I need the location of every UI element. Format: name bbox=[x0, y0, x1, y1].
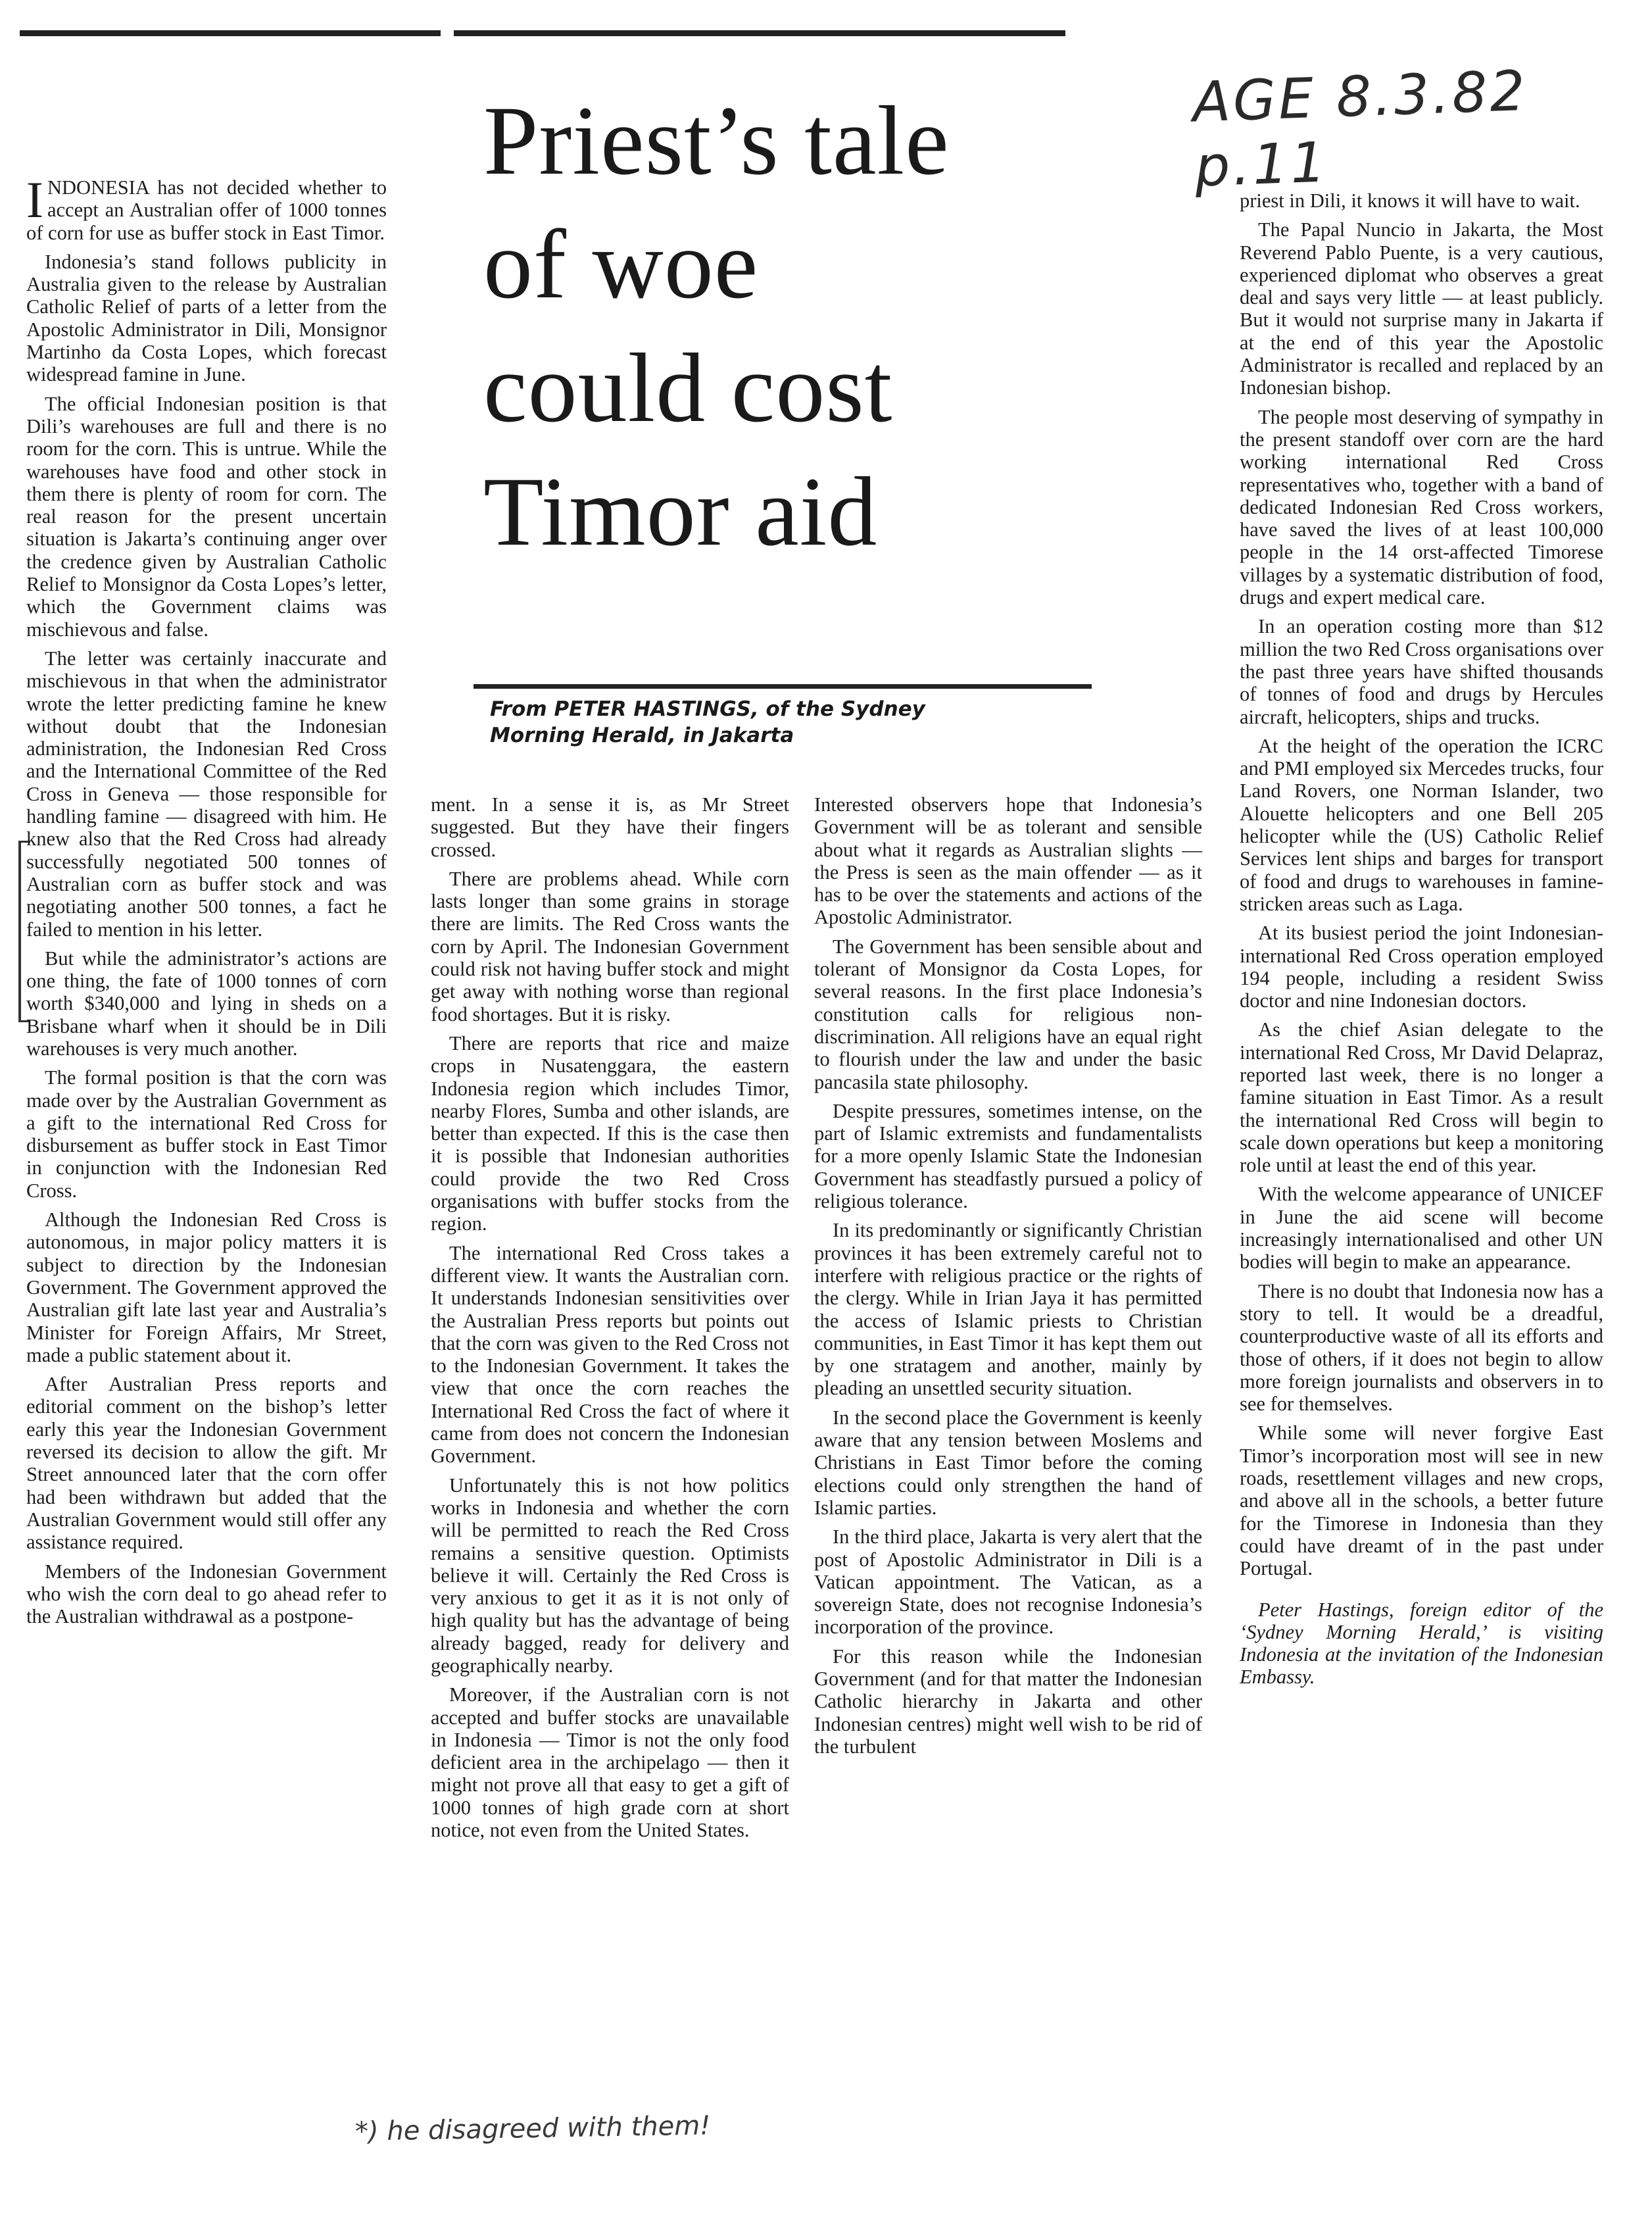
paragraph: The official Indonesian position is that Dili’s warehouses are full and there is no room for the corn. This is untrue. While the warehouses have food and other stock in them there is plenty of room for corn. The real reason for the present uncertain situation is Jakarta’s continuing anger over the credence given by Australian Catholic Relief to Monsignor da Costa Lopes’s letter, which the Government claims was mischievous and false. bbox=[26, 392, 387, 641]
paragraph: The international Red Cross takes a different view. It wants the Australian corn. It understands Indonesian sensitivities over the Australian Press reports but points out that the corn was given to the Red Cross not to the Indonesian Government. It takes the view that once the corn reaches the International Red Cross the fact of where it came from does not concern the Indonesian Government. bbox=[431, 1241, 789, 1468]
paragraph: INDONESIA has not decided whether to accept an Australian offer of 1000 tonnes of corn for use as buffer stock in East Timor. bbox=[26, 171, 387, 244]
paragraph: There are problems ahead. While corn lasts longer than some grains in storage there are limits. The Red Cross wants the corn by April. The Indonesian Government could risk not having buffer stock and might get away with nothing worse than regional food shortages. But it is risky. bbox=[431, 867, 789, 1026]
top-rule-left bbox=[20, 30, 441, 36]
headline-line-3: could cost bbox=[483, 334, 893, 443]
headline-line-4: Timor aid bbox=[483, 457, 878, 566]
paragraph: Interested observers hope that Indonesia’s Government will be as tolerant and sensible about what it regards as Australian slights — the Press is seen as the main offender — as it has to be over the statements and actions of the Apostolic Administrator. bbox=[814, 793, 1202, 929]
article-column-2 bbox=[431, 793, 789, 2043]
article-column-3 bbox=[814, 793, 1202, 2043]
paragraph: priest in Dili, it knows it will have to wait. bbox=[1240, 189, 1580, 212]
paragraph-underlined: The letter was certainly inaccurate and mischievous in that when the administrator wrote the letter predicting famine he knew without doubt that the Indonesian administration, the Indonesian Red Cross and the International Committee of the Red Cross in Geneva — those responsible for handling famine — disagreed with him. He knew also that the Red Cross had already successfully negotiated 500 tonnes of Australian corn as buffer stock and was negotiating another 500 tonnes, a fact he failed to mention in his letter. bbox=[26, 647, 387, 941]
paragraph: Unfortunately this is not how politics works in Indonesia and whether the corn will be permitted to reach the Red Cross remains a sensitive question. Optimists believe it will. Certainly the Red Cross is very anxious to get it as it is not only of high quality but has the advantage of being already bagged, ready for delivery and geographically nearby. bbox=[431, 1474, 789, 1677]
paragraph: Although the Indonesian Red Cross is autonomous, in major policy matters it is subject to direction by the Indonesian Government. The Government approved the Australian gift late last year and Australia’s Minister for Foreign Affairs, Mr Street, made a public statement about it. bbox=[26, 1208, 387, 1366]
paragraph: There is no doubt that Indonesia now has a story to tell. It would be a dreadful, counterproductive waste of all its efforts and those of others, if it does not begin to allow more foreign journalists and observers in to see for themselves. bbox=[1240, 1279, 1603, 1416]
headline-line-1: Priest’s tale bbox=[483, 86, 950, 195]
paragraph: ment. In a sense it is, as Mr Street suggested. But they have their fingers crossed. bbox=[431, 793, 789, 861]
paragraph: In the second place the Government is keenly aware that any tension between Moslems and Christians in East Timor before the coming elections could only strengthen the hand of Islamic parties. bbox=[814, 1406, 1202, 1519]
byline-rule bbox=[474, 684, 1092, 689]
paragraph: The Government has been sensible about and tolerant of Monsignor da Costa Lopes, for several reasons. In the first place Indonesia’s constitution calls for religious non-discrimination. All religions have an equal right to flourish under the law and under the basic pancasila state philosophy. bbox=[814, 935, 1202, 1093]
paragraph: Members of the Indonesian Government who wish the corn deal to go ahead refer to the Australian withdrawal as a postpone- bbox=[26, 1560, 387, 1628]
article-column-4 bbox=[1240, 189, 1603, 2097]
paragraph: But while the administrator’s actions are one thing, the fate of 1000 tonnes of corn worth $340,000 and lying in sheds on a Brisbane wharf when it should be in Dili warehouses is very much another. bbox=[26, 947, 387, 1060]
byline-line-2: Morning Herald, in Jakarta bbox=[490, 724, 794, 747]
author-credit: Peter Hastings, foreign editor of the ‘Sydney Morning Herald,’ is visiting Indonesia at the invitation of the Indonesian Embassy. bbox=[1240, 1598, 1603, 1689]
paragraph: At the height of the operation the ICRC and PMI employed six Mercedes trucks, four Land Rovers, one Norman Islander, two Alouette helicopters and one Bell 205 helicopter while the (US) Catholic Relief Services lent ships and barges for transport of food and drugs to warehouses in famine-stricken areas such as Laga. bbox=[1240, 734, 1603, 915]
paragraph: In an operation costing more than $12 million the two Red Cross organisations over the past three years have shifted thousands of tonnes of food and drugs by Hercules aircraft, helicopters, ships and trucks. bbox=[1240, 615, 1603, 728]
byline-line-1: From PETER HASTINGS, of the Sydney bbox=[490, 697, 925, 721]
paragraph: The formal position is that the corn was made over by the Australian Government as a gift to the international Red Cross for disbursement as buffer stock in East Timor in conjunction with the Indonesian Red Cross. bbox=[26, 1066, 387, 1202]
paragraph: With the welcome appearance of UNICEF in June the aid scene will become increasingly internationalised and other UN bodies will begin to make an appearance. bbox=[1240, 1183, 1603, 1274]
paragraph: After Australian Press reports and editorial comment on the bishop’s letter early this year the Indonesian Government reversed its decision to allow the gift. Mr Street announced later that the corn offer had been withdrawn but added that the Australian Government would still offer any assistance required. bbox=[26, 1373, 387, 1554]
headline bbox=[483, 79, 1062, 574]
paragraph: In its predominantly or significantly Christian provinces it has been extremely careful not to interfere with religious practice or the rights of the clergy. While in Irian Jaya it has permitted the access of Islamic priests to Christian communities, in East Timor it has kept them out by one stratagem and another, mainly by pleading an unsettled security situation. bbox=[814, 1219, 1202, 1400]
paragraph: While some will never forgive East Timor’s incorporation most will see in new roads, resettlement villages and new crops, and above all in the schools, a better future for the Timorese in Indonesia than they could have dreamt of in the past under Portugal. bbox=[1240, 1422, 1603, 1580]
paragraph: Moreover, if the Australian corn is not accepted and buffer stocks are unavailable in Indonesia — Timor is not the only food deficient area in the archipelago — then it might not prove all that easy to get a gift of 1000 tonnes of high grade corn at short notice, not even from the United States. bbox=[431, 1683, 789, 1842]
paragraph: Indonesia’s stand follows publicity in Australia given to the release by Australian Catholic Relief of parts of a letter from the Apostolic Administrator in Dili, Monsignor Martinho da Costa Lopes, which forecast widespread famine in June. bbox=[26, 250, 387, 386]
handwritten-footnote: *) he disagreed with them! bbox=[354, 2110, 711, 2147]
paragraph: The people most deserving of sympathy in the present standoff over corn are the hard working international Red Cross representatives who, together with a band of dedicated Indonesian Red Cross workers, have saved the lives of at least 100,000 people in the 14 orst-affected Timorese villages by a systematic distribution of food, drugs and expert medical care. bbox=[1240, 405, 1603, 609]
byline bbox=[490, 696, 1082, 749]
paragraph: There are reports that rice and maize crops in Nusatenggara, the eastern Indonesia region which includes Timor, nearby Flores, Sumba and other islands, are better than expected. If this is the case then it is possible that Indonesian authorities could provide the two Red Cross organisations with buffer stocks from the region. bbox=[431, 1031, 789, 1235]
paragraph-underlined: In the third place, Jakarta is very alert that the post of Apostolic Administrator in Dili is a Vatican appointment. The Vatican, as a sovereign State, does not recognise Indonesia’s incorporation of the province. bbox=[814, 1525, 1202, 1639]
paragraph: The Papal Nuncio in Jakarta, the Most Reverend Pablo Puente, is a very cautious, experienced diplomat who observes a great deal and says very little — at least publicly. But it would not surprise many in Jakarta if at the end of this year the Apostolic Administrator is recalled and replaced by an Indonesian bishop. bbox=[1240, 218, 1603, 399]
paragraph: Despite pressures, sometimes intense, on the part of Islamic extremists and fundamentalists for a more openly Islamic State the Indonesian Government has steadfastly pursued a policy of religious tolerance. bbox=[814, 1099, 1202, 1213]
paragraph: At its busiest period the joint Indonesian-international Red Cross operation employed 194 people, including a resident Swiss doctor and nine Indonesian doctors. bbox=[1240, 922, 1603, 1012]
handwritten-source-note: AGE 8.3.82 p.11 bbox=[1191, 58, 1529, 199]
headline-line-2: of woe bbox=[483, 210, 759, 319]
paragraph: For this reason while the Indonesian Government (and for that matter the Indonesian Catholic hierarchy in Jakarta and other Indonesian centres) might well wish to be rid of the turbulent bbox=[814, 1645, 1202, 1758]
paragraph: As the chief Asian delegate to the international Red Cross, Mr David Delapraz, reported last week, there is no longer a famine situation in East Timor. As a result the international Red Cross will begin to scale down operations but keep a monitoring role until at least the end of this year. bbox=[1240, 1018, 1603, 1177]
article-column-1 bbox=[26, 171, 387, 2084]
top-rule-middle bbox=[454, 30, 1065, 36]
